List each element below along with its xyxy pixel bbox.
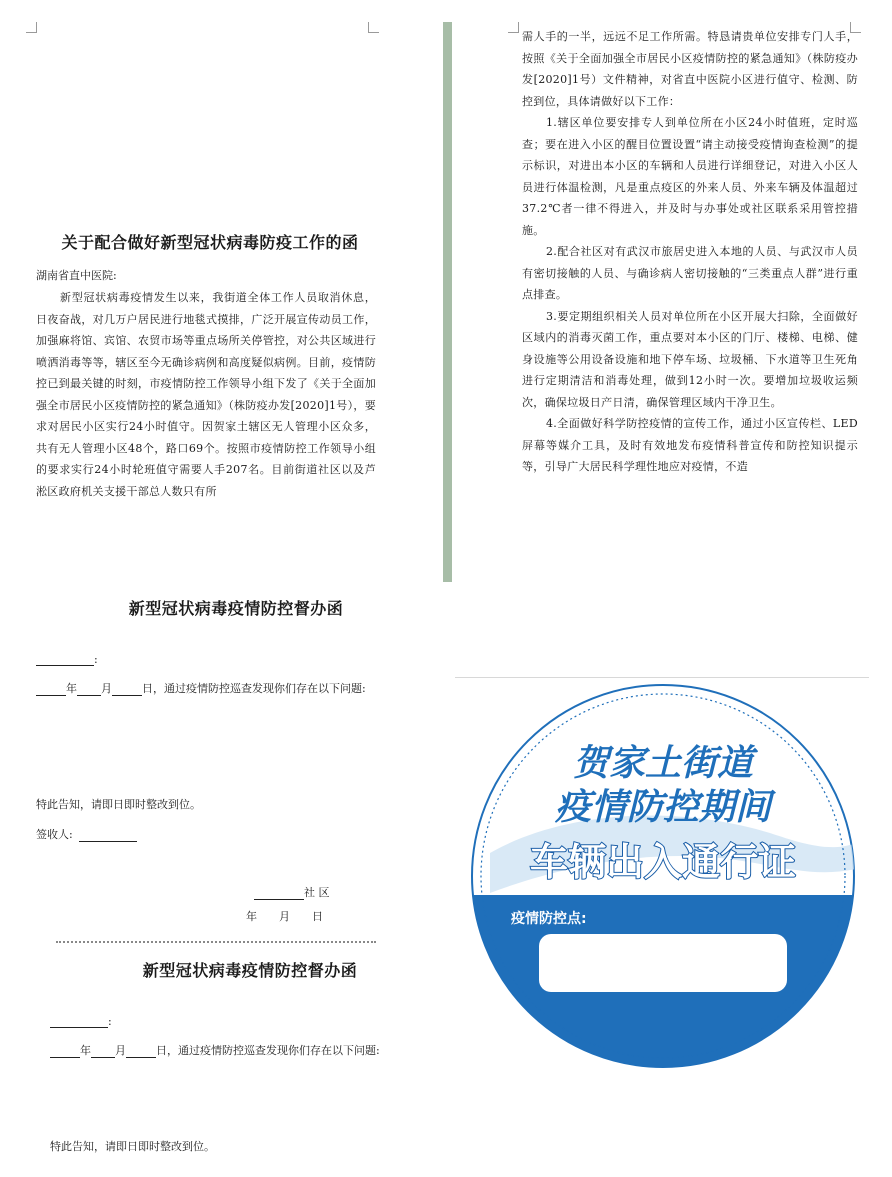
community-blank[interactable]: [254, 887, 304, 900]
pass-checkpoint-field[interactable]: [539, 934, 787, 992]
letter-title: 关于配合做好新型冠状病毒防疫工作的函: [61, 233, 359, 252]
month-blank[interactable]: [77, 683, 101, 696]
pass-checkpoint-label: 疫情防控点:: [511, 911, 587, 927]
form-date-line: 年 月 日，通过疫情防控巡查发现你们存在以下问题:: [50, 1042, 450, 1058]
supervision-form-1: [36, 596, 436, 923]
form-signee-line: 签收人:: [36, 826, 436, 842]
form-community-line: 社 区: [254, 884, 330, 900]
form-title: 新型冠状病毒疫情防控督办函: [142, 961, 358, 980]
page-corner-mark: [368, 22, 379, 33]
pass-line-3: 车辆出入通行证: [529, 840, 797, 884]
letter-item-3: 3.要定期组织相关人员对单位所在小区开展大扫除，全面做好区域内的消毒灭菌工作，重点要对本小区的门厅、楼梯、电梯、健身设施等公用设备设施和地下停车场、垃圾桶、下水道等卫生死角进行定期清洁和消毒处理，做到12小时一次。要增加垃圾收运频次，确保垃圾日产日清，确保管理区域内干净卫生。: [522, 309, 858, 409]
vehicle-pass-badge: [470, 683, 856, 1069]
form-date-line: 年 月 日，通过疫情防控巡查发现你们存在以下问题:: [36, 680, 436, 696]
letter-item-2: 2.配合社区对有武汉市旅居史进入本地的人员、与武汉市人员有密切接触的人员、与确诊病人密切接触的“三类重点人群”进行重点排查。: [522, 245, 858, 301]
pass-line-1: 贺家土街道: [572, 743, 754, 784]
day-blank[interactable]: [126, 1045, 156, 1058]
day-blank[interactable]: [112, 683, 142, 696]
form-addressee-line: :: [36, 653, 436, 666]
form-title: 新型冠状病毒疫情防控督办函: [128, 599, 344, 618]
pass-line-2: 疫情防控期间: [554, 787, 772, 828]
year-blank[interactable]: [36, 683, 66, 696]
page-corner-mark: [508, 22, 519, 33]
letter-page-right: [522, 26, 858, 478]
cut-line: [56, 941, 376, 943]
addressee-blank[interactable]: [36, 653, 94, 666]
page-divider: [443, 22, 452, 582]
year-blank[interactable]: [50, 1045, 80, 1058]
month-blank[interactable]: [91, 1045, 115, 1058]
form-notice: 特此告知，请即日即时整改到位。: [36, 798, 201, 811]
addressee-blank[interactable]: [50, 1015, 108, 1028]
letter-item-1: 1.辖区单位要安排专人到单位所在小区24小时值班，定时巡查；要在进入小区的醒目位置设置“请主动接受疫情询查检测”的提示标识，对进出本小区的车辆和人员进行详细登记，对进入小区人员进行体温检测，凡是重点疫区的外来人员、外来车辆及体温超过37.2℃者一律不得进入，并及时与办事处或社区联系采用管控措施。: [522, 116, 858, 237]
form-addressee-line: :: [50, 1015, 450, 1028]
letter-continuation: 需人手的一半，远远不足工作所需。特恳请贵单位安排专门人手，按照《关于全面加强全市居民小区疫情防控的紧急通知》（株防疫办发[2020]1号）文件精神，对省直中医院小区进行值守、检测、防控到位，具体请做好以下工作：: [522, 30, 858, 108]
form-notice: 特此告知，请即日即时整改到位。: [50, 1140, 215, 1153]
letter-page-left: [36, 230, 376, 502]
letter-addressee: 湖南省直中医院:: [36, 269, 117, 282]
page-corner-mark: [26, 22, 37, 33]
form-sign-date: 年 月 日: [246, 910, 323, 923]
signee-blank[interactable]: [79, 829, 137, 842]
supervision-form-2: [50, 958, 450, 1168]
letter-item-4: 4.全面做好科学防控疫情的宣传工作，通过小区宣传栏、LED屏幕等媒介工具，及时有效地发布疫情科普宣传和防控知识提示等，引导广大居民科学理性地应对疫情，不造: [522, 417, 858, 473]
letter-body: 新型冠状病毒疫情发生以来，我街道全体工作人员取消休息，日夜奋战，对几万户居民进行地毯式摸排，广泛开展宣传动员工作，加强麻将馆、宾馆、农贸市场等重点场所关停管控，对公共区域进行喷洒消毒等等，辖区至今无确诊病例和高度疑似病例。目前，疫情防控已到最关键的时刻，市疫情防控工作领导小组下发了《关于全面加强全市居民小区疫情防控的紧急通知》（株防疫办发[2020]1号），要求对居民小区实行24小时值守。因贺家土辖区无人管理小区众多，共有无人管理小区48个，路口69个。按照市疫情防控工作领导小组的要求实行24小时轮班值守需要人手207名。目前街道社区以及芦淞区政府机关支援干部总人数只有所: [36, 291, 376, 498]
